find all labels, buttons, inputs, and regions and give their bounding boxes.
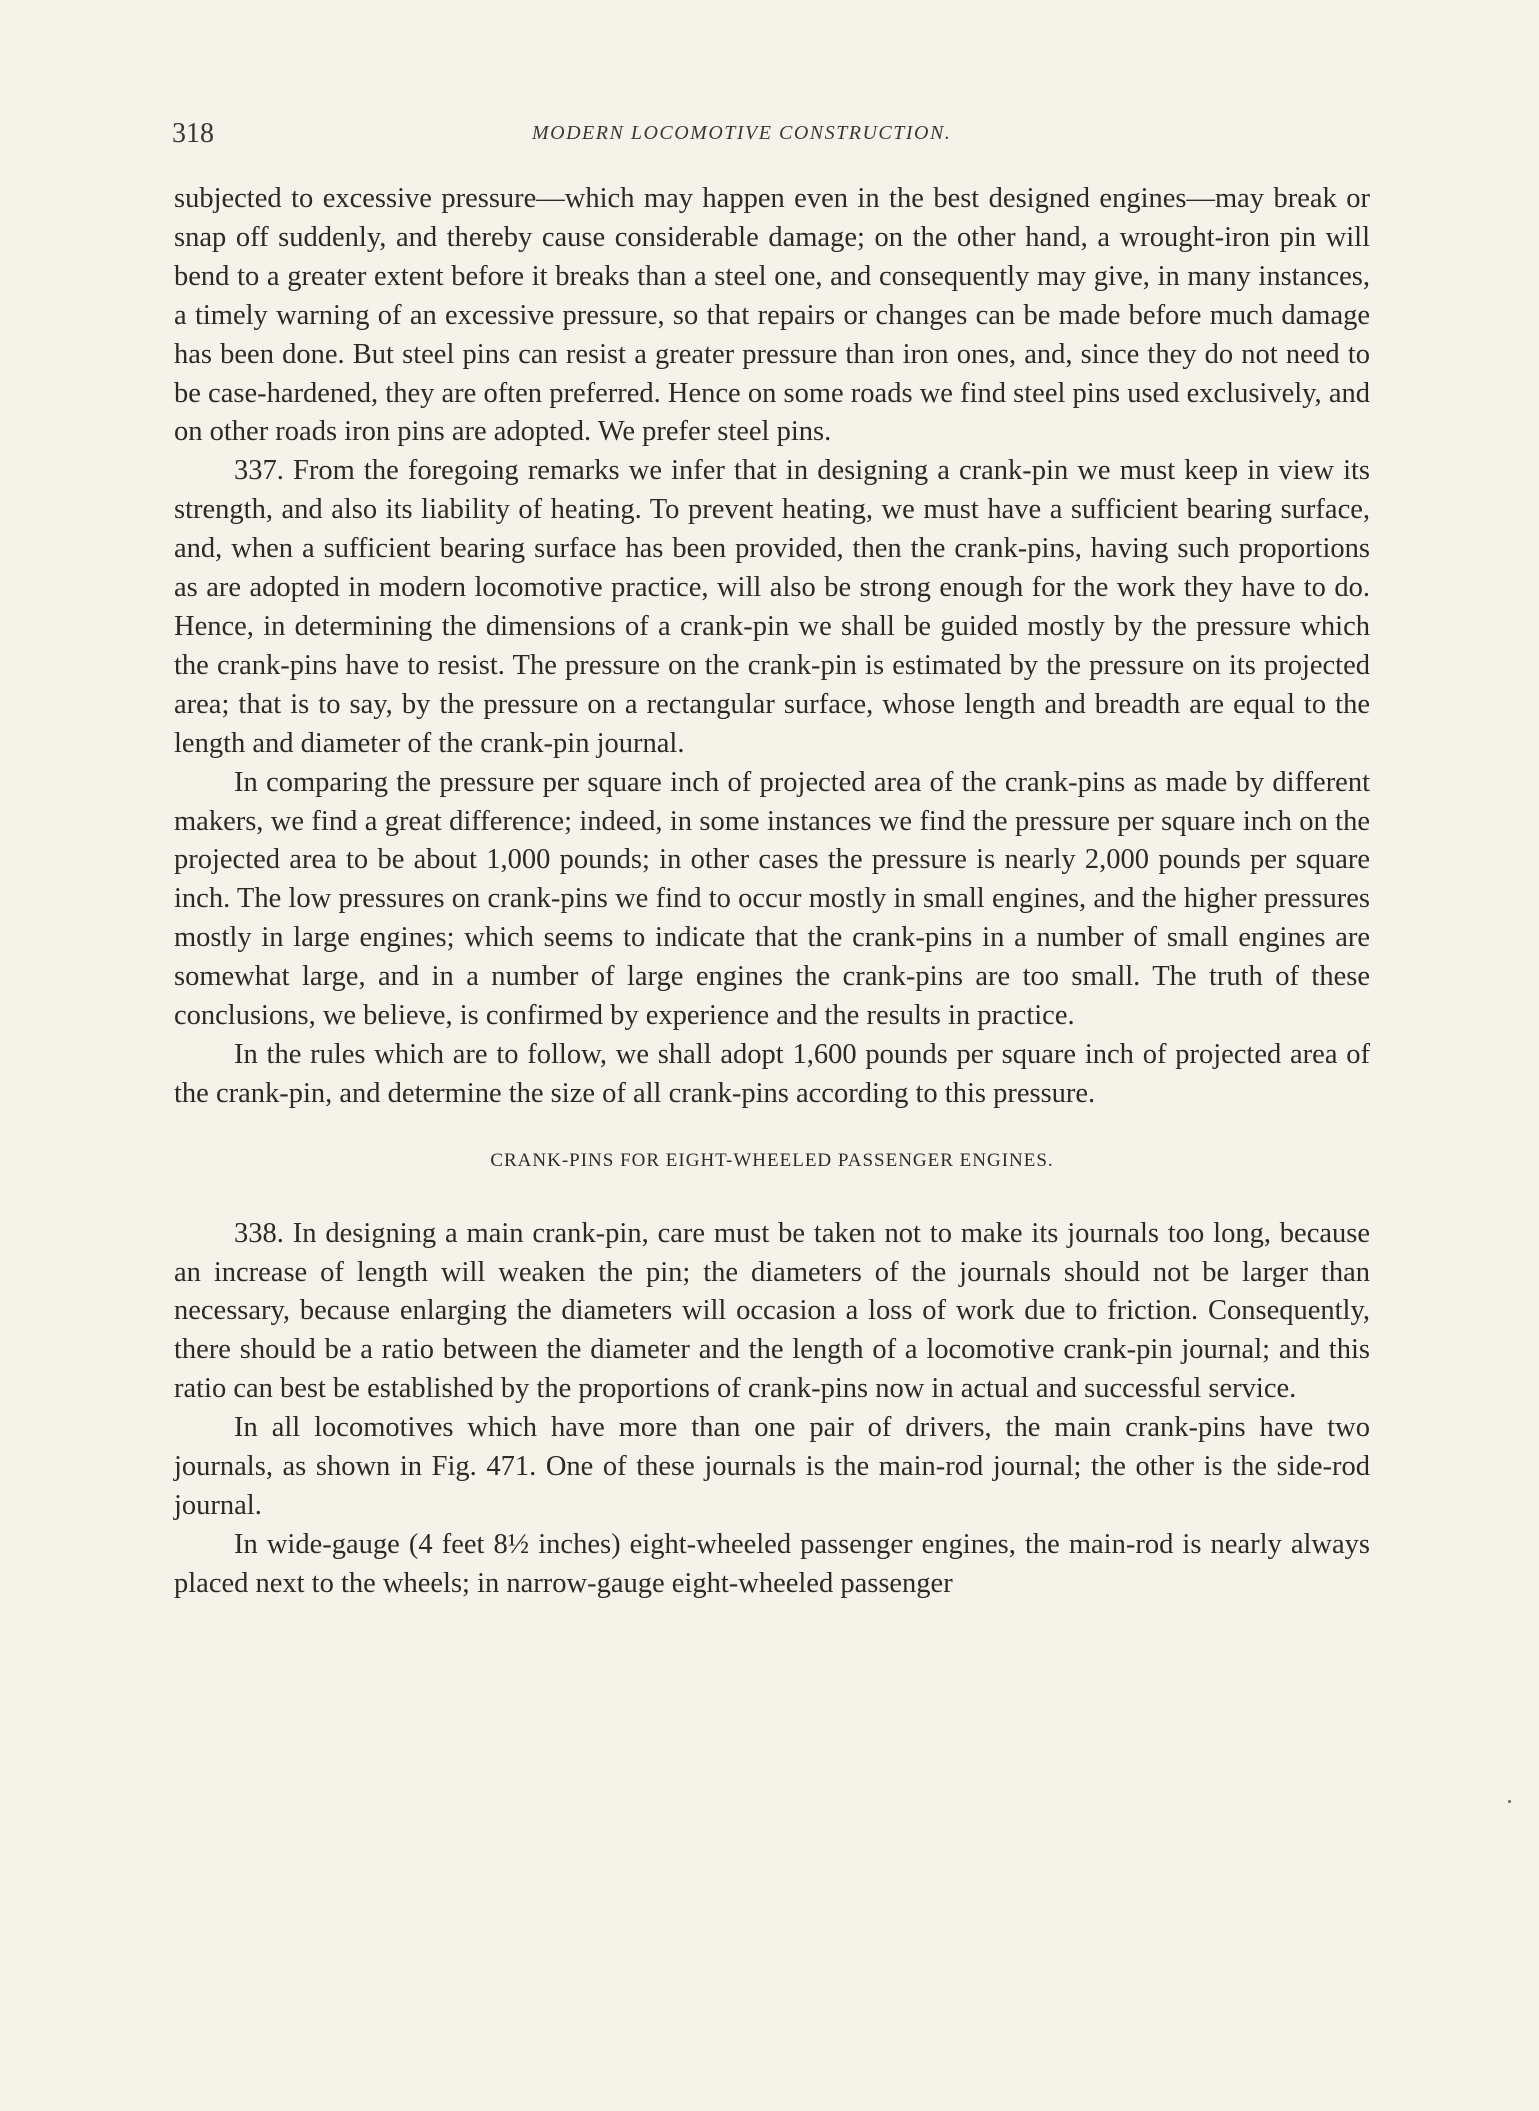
paragraph-rules: In the rules which are to follow, we shall adopt 1,600 pounds per square inch of projected area of the crank-pin, and determine the size of all crank-pins according to this pressure. bbox=[174, 1038, 1370, 1109]
paragraph-wide-gauge: In wide-gauge (4 feet 8½ inches) eight-wheeled passenger engines, the main-rod is nearly always placed next to the wheels; in narrow-gauge eight-wheeled passenger bbox=[174, 1528, 1370, 1599]
paragraph-journals: In all locomotives which have more than one pair of drivers, the main crank-pins have two journals, as shown in Fig. 471. One of these journals is the main-rod journal; the other is the side-rod journal. bbox=[174, 1412, 1370, 1521]
section-heading: CRANK-PINS FOR EIGHT-WHEELED PASSENGER ENGINES. bbox=[490, 1149, 1054, 1171]
running-title: MODERN LOCOMOTIVE CONSTRUCTION. bbox=[532, 122, 952, 144]
paper-speck bbox=[1508, 1800, 1511, 1803]
body-text bbox=[174, 180, 1370, 1604]
running-head bbox=[172, 118, 1372, 158]
paragraph-337: 337. From the foregoing remarks we infer that in designing a crank-pin we must keep in view its strength, and also its liability of heating. To prevent heating, we must have a sufficient bearing surface, and, when a sufficient bearing surface has been provided, then the crank-pins, having such proportions as are adopted in modern locomotive practice, will also be strong enough for the work they have to do. Hence, in determining the dimensions of a crank-pin we shall be guided mostly by the pressure which the crank-pins have to resist. The pressure on the crank-pin is estimated by the pressure on its projected area; that is to say, by the pressure on a rectangular surface, whose length and breadth are equal to the length and diameter of the crank-pin journal. bbox=[174, 455, 1370, 759]
paragraph-comparing-pressure: In comparing the pressure per square inch of projected area of the crank-pins as made by different makers, we find a great difference; indeed, in some instances we find the pressure per square inch on the projected area to be about 1,000 pounds; in other cases the pressure is nearly 2,000 pounds per square inch. The low pressures on crank-pins we find to occur mostly in small engines, and the higher pressures mostly in large engines; which seems to indicate that the crank-pins in a number of small engines are somewhat large, and in a number of large engines the crank-pins are too small. The truth of these conclusions, we believe, is confirmed by experience and the results in practice. bbox=[174, 766, 1370, 1032]
paragraph-338: 338. In designing a main crank-pin, care must be taken not to make its journals too long, because an increase of length will weaken the pin; the diameters of the journals should not be larger than necessary, because enlarging the diameters will occasion a loss of work due to friction. Consequently, there should be a ratio between the diameter and the length of a locomotive crank-pin journal; and this ratio can best be established by the proportions of crank-pins now in actual and successful service. bbox=[174, 1217, 1370, 1405]
page-number: 318 bbox=[172, 118, 214, 149]
paragraph-continued: subjected to excessive pressure—which may happen even in the best designed engines—may break or snap off suddenly, and thereby cause considerable damage; on the other hand, a wrought-iron pin will bend to a greater extent before it breaks than a steel one, and consequently may give, in many instances, a timely warning of an excessive pressure, so that repairs or changes can be made before much damage has been done. But steel pins can resist a greater pressure than iron ones, and, since they do not need to be case-hardened, they are often preferred. Hence on some roads we find steel pins used exclusively, and on other roads iron pins are adopted. We prefer steel pins. bbox=[174, 183, 1370, 448]
